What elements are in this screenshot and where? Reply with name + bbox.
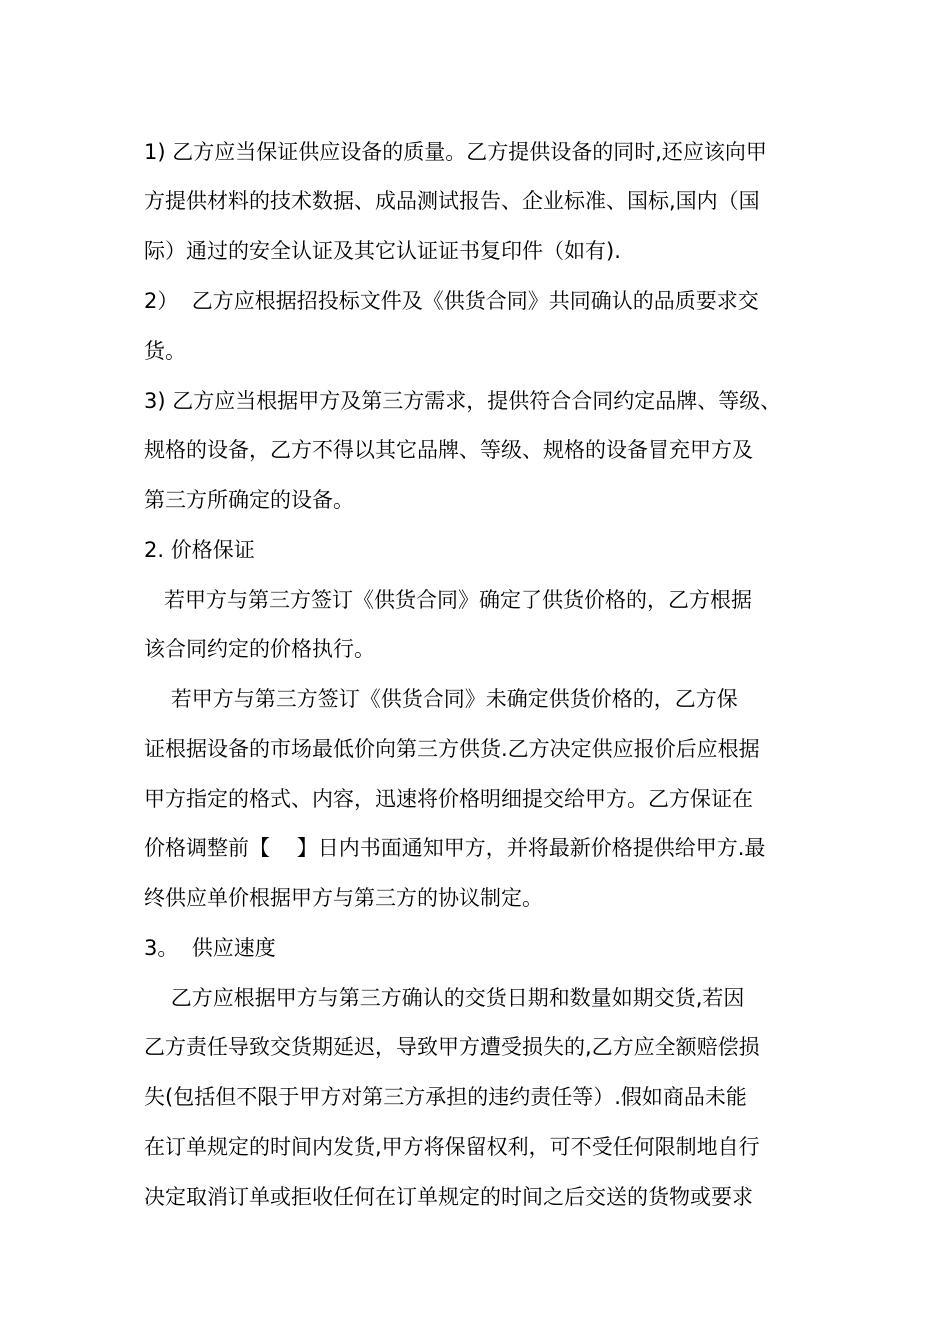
section-heading: 2. 价格保证 <box>144 538 255 562</box>
text-line: 终供应单价根据甲方与第三方的协议制定。 <box>144 886 543 910</box>
text-line: 第三方所确定的设备。 <box>144 488 354 512</box>
section-heading: 3。 供应速度 <box>144 936 276 960</box>
text-line: 方提供材料的技术数据、成品测试报告、企业标准、国标,国内（国 <box>144 189 760 213</box>
text-line: 乙方责任导致交货期延迟，导致甲方遭受损失的,乙方应全额赔偿损 <box>144 1035 760 1059</box>
text-line: 失(包括但不限于甲方对第三方承担的违约责任等）.假如商品未能 <box>144 1085 747 1109</box>
text-line: 在订单规定的时间内发货,甲方将保留权利，可不受任何限制地自行 <box>144 1135 760 1159</box>
text-line: 该合同约定的价格执行。 <box>144 637 375 661</box>
text-line: 若甲方与第三方签订《供货合同》未确定供货价格的，乙方保 <box>144 687 738 711</box>
text-line: 甲方指定的格式、内容，迅速将价格明细提交给甲方。乙方保证在 <box>144 787 753 811</box>
text-line: 若甲方与第三方签订《供货合同》确定了供货价格的，乙方根据 <box>144 588 753 612</box>
text-line: 2） 乙方应根据招投标文件及《供货合同》共同确认的品质要求交 <box>144 289 759 313</box>
text-line: 价格调整前【 】日内书面通知甲方，并将最新价格提供给甲方.最 <box>144 836 766 860</box>
text-line: 证根据设备的市场最低价向第三方供货.乙方决定供应报价后应根据 <box>144 737 760 761</box>
text-line: 货。 <box>144 339 186 363</box>
text-line: 规格的设备，乙方不得以其它品牌、等级、规格的设备冒充甲方及 <box>144 438 753 462</box>
text-line: 3) 乙方应当根据甲方及第三方需求，提供符合合同约定品牌、等级、 <box>144 389 782 413</box>
text-line: 决定取消订单或拒收任何在订单规定的时间之后交送的货物或要求 <box>144 1185 753 1209</box>
text-line: 1) 乙方应当保证供应设备的质量。乙方提供设备的同时,还应该向甲 <box>144 140 767 164</box>
text-line: 乙方应根据甲方与第三方确认的交货日期和数量如期交货,若因 <box>144 986 745 1010</box>
text-line: 际）通过的安全认证及其它认证证书复印件（如有). <box>144 239 621 263</box>
